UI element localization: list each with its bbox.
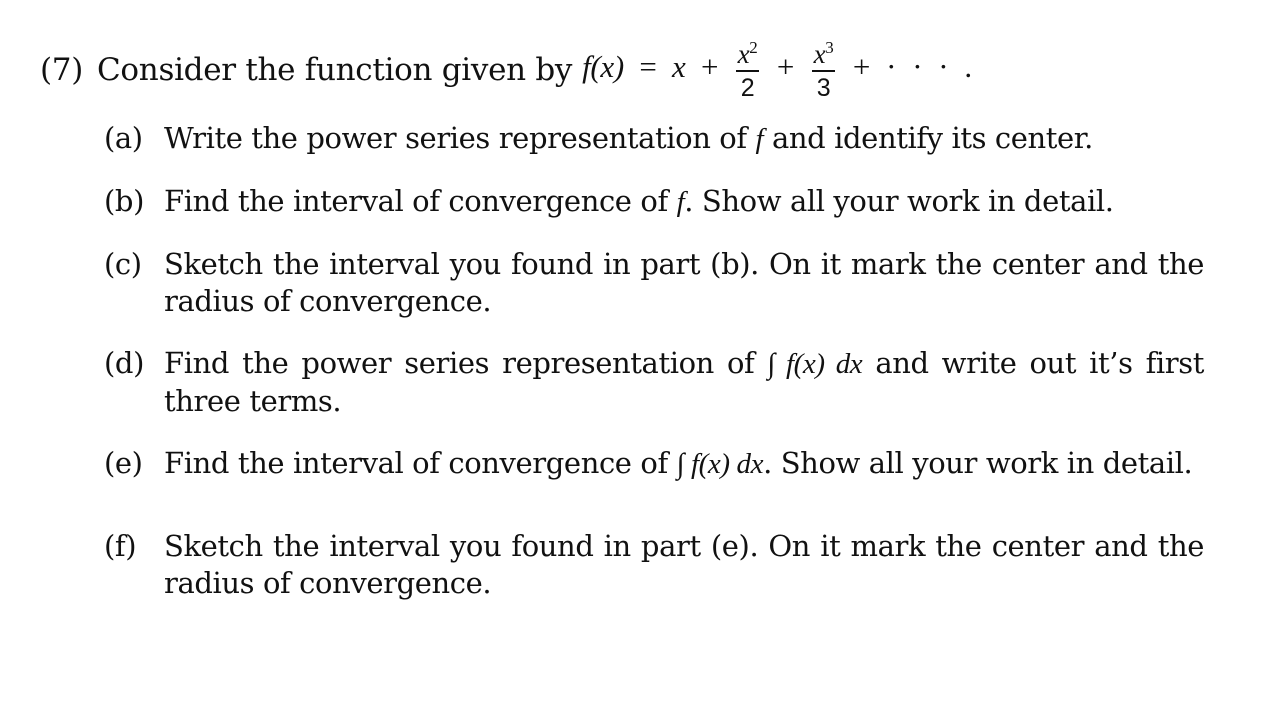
stem-text: Consider the function given by (97, 51, 573, 88)
part-math: ∫ f(x) dx (676, 447, 764, 480)
part-text (164, 345, 1204, 420)
part-text (164, 183, 1204, 221)
part-text-pre: Write the power series representation of (164, 120, 756, 155)
problem-stem (40, 34, 1240, 106)
part-label: (d) (104, 345, 144, 380)
function-definition (582, 34, 984, 106)
first-term: x (672, 48, 686, 84)
problem-number: (7) (40, 51, 84, 88)
part-d (104, 345, 1240, 420)
part-math: ∫ f(x) dx (767, 347, 863, 380)
part-text-post: and write out it’s first three terms. (164, 345, 1204, 418)
part-text (164, 120, 1204, 158)
term3-fraction (812, 32, 836, 104)
term2-numerator: x (737, 39, 750, 69)
part-text-pre: Find the power series representation of (164, 345, 768, 380)
term2-fraction (736, 32, 760, 104)
term3-numerator: x (813, 39, 826, 69)
part-text-post: . Show all your work in detail. (684, 183, 1114, 218)
term2-exponent: 2 (749, 38, 758, 57)
part-label: (f) (104, 528, 137, 563)
term3-denominator: 3 (816, 73, 831, 102)
part-f (104, 528, 1240, 602)
part-c (104, 246, 1240, 320)
part-label: (b) (104, 183, 144, 218)
function-lhs: f(x) (582, 48, 624, 84)
problem-7 (40, 34, 1240, 627)
part-label: (c) (104, 246, 142, 281)
part-text-post: and identify its center. (763, 120, 1093, 155)
part-math: f (676, 185, 685, 218)
part-text: Sketch the interval you found in part (b). On it mark the center and the radius of convergence. (164, 246, 1204, 318)
term3-exponent: 3 (825, 38, 834, 57)
part-b (104, 183, 1240, 221)
subparts-list (40, 120, 1240, 602)
term2-denominator: 2 (740, 73, 755, 102)
series-tail: + · · · . (852, 48, 977, 84)
part-math: f (755, 122, 764, 155)
part-label: (a) (104, 120, 143, 155)
part-label: (e) (104, 445, 143, 480)
plus-sign: + (776, 48, 795, 84)
part-text: Sketch the interval you found in part (e). On it mark the center and the radius of convergence. (164, 528, 1204, 600)
part-e (104, 445, 1240, 483)
part-text-pre: Find the interval of convergence of (164, 445, 677, 480)
part-text-post: . Show all your work in detail. (763, 445, 1193, 480)
part-a (104, 120, 1240, 158)
equals-sign: = (639, 48, 657, 84)
part-text (164, 445, 1204, 483)
part-text-pre: Find the interval of convergence of (164, 183, 677, 218)
plus-sign: + (700, 48, 719, 84)
